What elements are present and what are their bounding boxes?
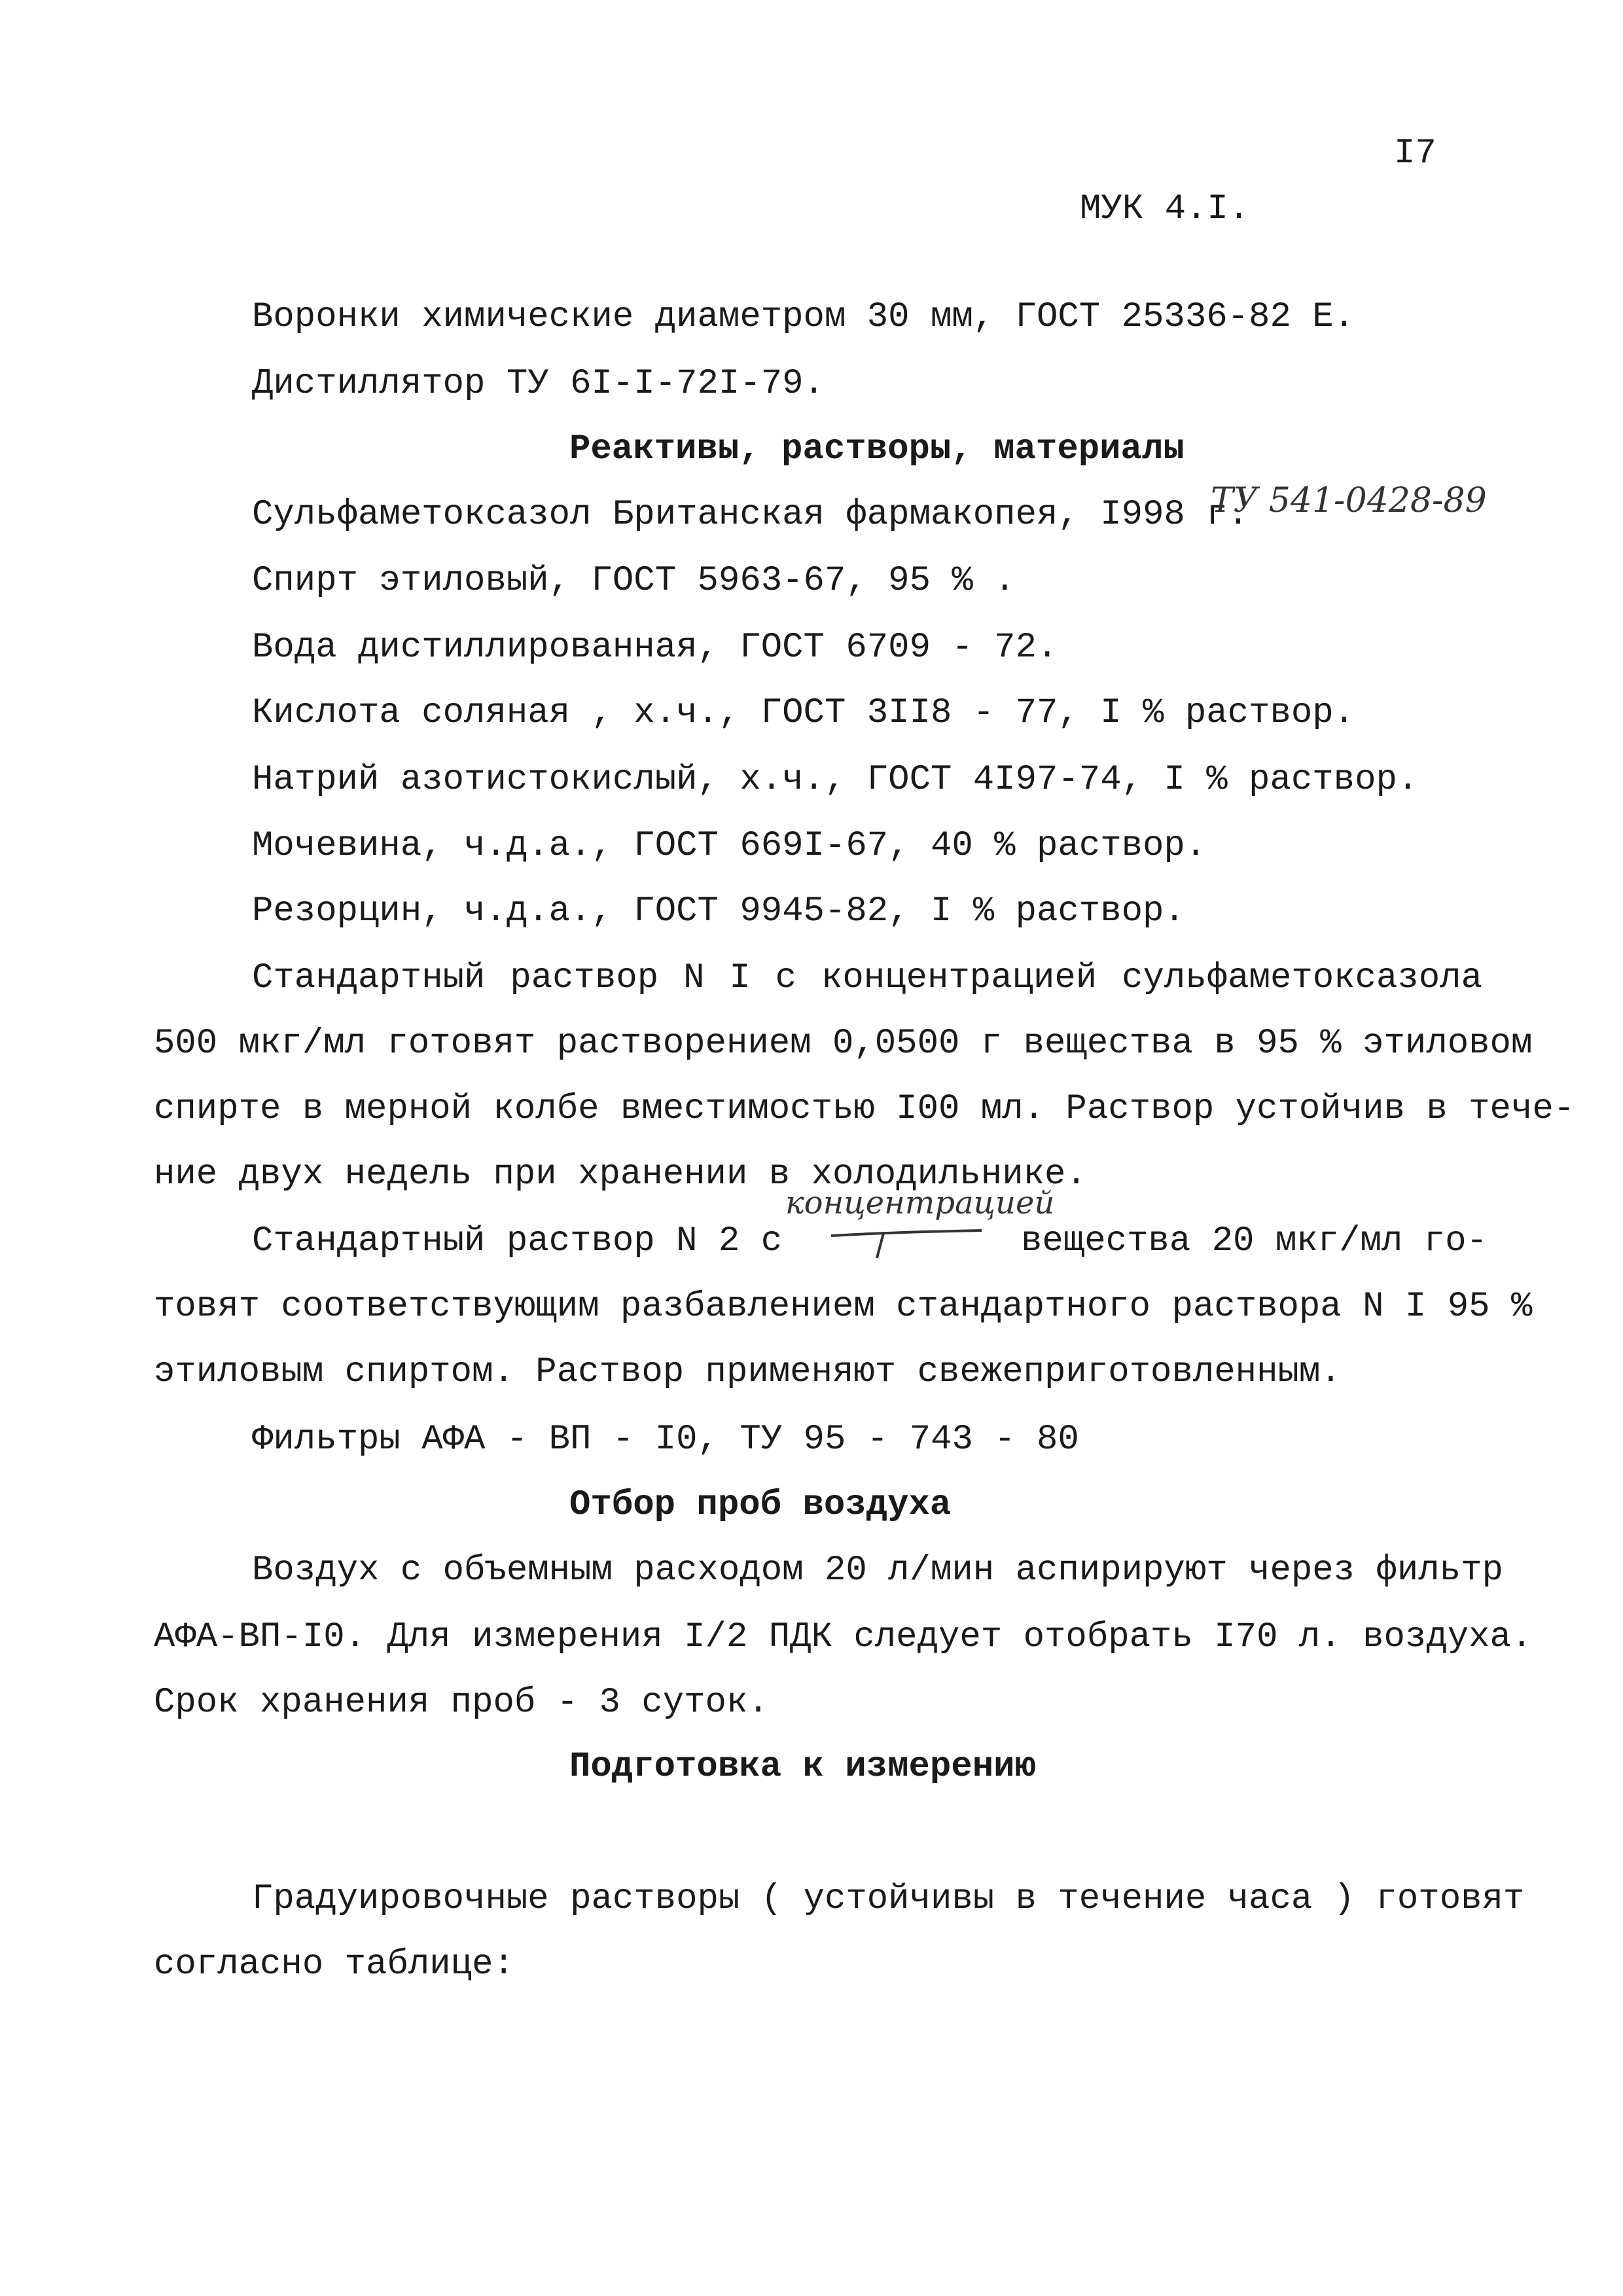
paragraph-line: АФА-ВП-I0. Для измерения I/2 ПДК следует отобрать I70 л. воздуха.	[154, 1617, 1533, 1657]
section-heading-reagents: Реактивы, растворы, материалы	[569, 429, 1185, 469]
document-code: МУК 4.I.	[1080, 189, 1250, 229]
paragraph-line: товят соответствующим разбавлением стандартного раствора N I 95 %	[154, 1287, 1533, 1327]
paragraph-line: Стандартный раствор N 2 с	[252, 1221, 783, 1261]
equipment-item: Дистиллятор ТУ 6I-I-72I-79.	[252, 364, 825, 404]
reagent-item: Вода дистиллированная, ГОСТ 6709 - 72.	[252, 628, 1058, 668]
handwritten-insertion: концентрацией	[785, 1185, 1055, 1221]
paragraph-line: спирте в мерной колбе вместимостью I00 мл. Раствор устойчив в тече-	[154, 1089, 1575, 1129]
paragraph-line: Градуировочные растворы ( устойчивы в течение часа ) готовят	[252, 1879, 1525, 1919]
paragraph-line: 500 мкг/мл готовят растворением 0,0500 г вещества в 95 % этиловом	[154, 1024, 1533, 1064]
paragraph-line: Воздух с объемным расходом 20 л/мин аспирируют через фильтр	[252, 1551, 1503, 1590]
page-number: I7	[1394, 134, 1436, 173]
reagent-item: Кислота соляная , х.ч., ГОСТ 3II8 - 77, I % раствор.	[252, 693, 1355, 733]
reagent-item: Сульфаметоксазол Британская фармакопея, I998 г.	[252, 495, 1249, 535]
section-heading-preparation: Подготовка к измерению	[569, 1747, 1036, 1787]
handwritten-annotation: ТУ 541-0428-89	[1211, 481, 1487, 520]
paragraph-line: Срок хранения проб - 3 суток.	[154, 1683, 769, 1723]
paragraph-line: Стандартный раствор N I с концентрацией сульфаметоксазола	[252, 958, 1482, 998]
section-heading-sampling: Отбор проб воздуха	[569, 1485, 952, 1525]
reagent-item: Резорцин, ч.д.а., ГОСТ 9945-82, I % раствор.	[252, 891, 1185, 931]
equipment-item: Воронки химические диаметром 30 мм, ГОСТ 25336-82 Е.	[252, 297, 1355, 337]
reagent-item: Мочевина, ч.д.а., ГОСТ 669I-67, 40 % раствор.	[252, 826, 1207, 866]
paragraph-line: вещества 20 мкг/мл го-	[1021, 1221, 1488, 1261]
reagent-item: Натрий азотистокислый, х.ч., ГОСТ 4I97-74, I % раствор.	[252, 760, 1419, 800]
insertion-mark-icon	[825, 1224, 995, 1263]
paragraph-line: ние двух недель при хранении в холодильнике.	[154, 1155, 1087, 1194]
reagent-item: Спирт этиловый, ГОСТ 5963-67, 95 % .	[252, 561, 1016, 601]
filters-item: Фильтры АФА - ВП - I0, ТУ 95 - 743 - 80	[252, 1420, 1079, 1460]
paragraph-line: этиловым спиртом. Раствор применяют свежеприготовленным.	[154, 1352, 1342, 1392]
paragraph-line: согласно таблице:	[154, 1945, 514, 1984]
